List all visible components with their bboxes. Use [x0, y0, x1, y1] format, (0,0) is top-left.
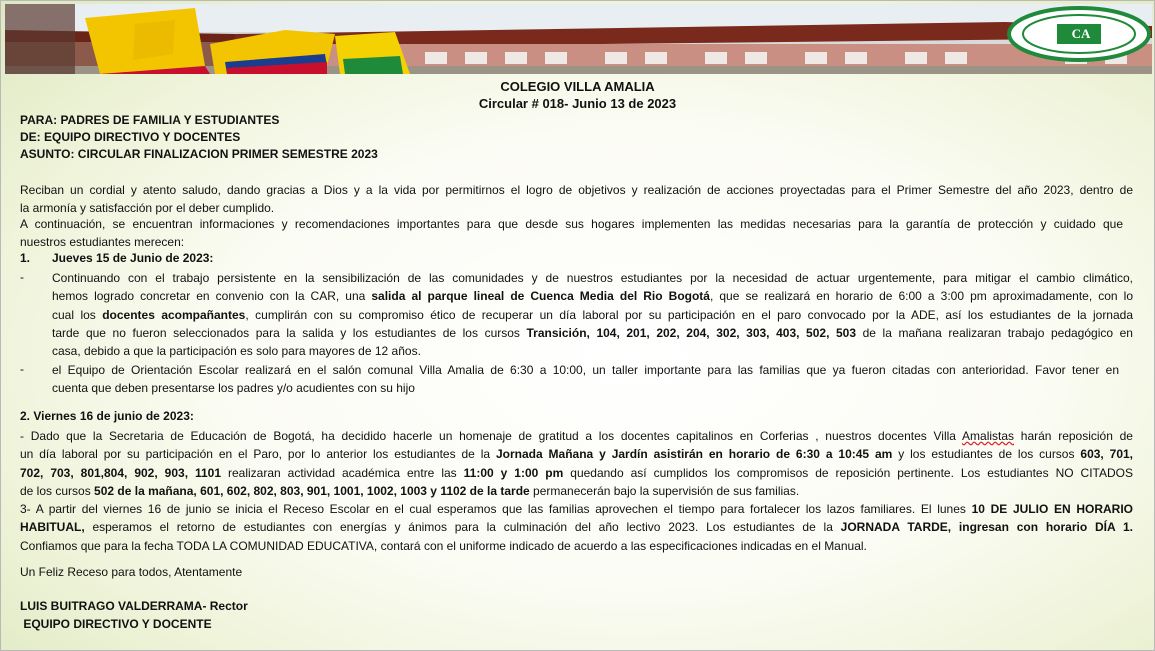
- school-logo: CA: [1071, 26, 1091, 41]
- item-2-line-1: el Equipo de Orientación Escolar realizará en el salón comunal Villa Amalia de 6:30 a 10:00, un taller importante para las familias que ya fueron citadas con anterioridad. Favor tener en: [52, 363, 1119, 377]
- circular-number: Circular # 018- Junio 13 de 2023: [478, 96, 677, 111]
- s2-p2-line-3: Confiamos que para la fecha TODA LA COMUNIDAD EDUCATIVA, contará con el uniforme indicado de acuerdo a las especificaciones indicadas en el Manual.: [20, 538, 867, 553]
- section-2-heading: 2. Viernes 16 de junio de 2023:: [20, 409, 194, 423]
- intro-greeting-line-2: la armonía y satisfacción por el deber cumplido.: [20, 201, 275, 216]
- section-1-bullet-2: -: [20, 362, 24, 376]
- signer-name: LUIS BUITRAGO VALDERRAMA- Rector: [20, 599, 248, 613]
- intro-recommendations: [20, 215, 1123, 252]
- intro-recommendations-line-2: nuestros estudiantes merecen:: [20, 235, 185, 250]
- item-1-line-2: hemos logrado concretar en convenio con la CAR, una salida al parque lineal de Cuenca Media del Rio Bogotá, que se realizará en horario de 6:00 a 3:00 pm aproximadamente, con lo: [52, 289, 1133, 304]
- farewell-line: Un Feliz Receso para todos, Atentamente: [20, 565, 243, 579]
- recipient-line: PARA: PADRES DE FAMILIA Y ESTUDIANTES: [20, 113, 280, 127]
- section-1-heading: Jueves 15 de Junio de 2023:: [52, 251, 214, 265]
- intro-greeting: [20, 181, 1133, 218]
- section-1-number: 1.: [20, 251, 31, 265]
- s2-p2-line-2: HABITUAL, esperamos el retorno de estudiantes con energías y ánimos para la culminación del año lectivo 2023. Los estudiantes de la JORNADA TARDE, ingresan con horario DÍA 1.: [20, 520, 1133, 535]
- item-1-line-4: tarde que no fueron seleccionados para la salida y los estudiantes de los cursos Transición, 104, 201, 202, 204, 302, 303, 403, 502, 503 de la mañana realizaran trabajo pedagógico en: [52, 325, 1133, 340]
- school-name: COLEGIO VILLA AMALIA: [500, 79, 655, 94]
- s2-p1-line-3: 702, 703, 801,804, 902, 903, 1101 realizaran actividad académica entre las 11:00 y 1:00 pm quedando así cumplidos los compromisos de reposición pertinente. Los estudiantes NO CITADOS: [20, 465, 1133, 480]
- header-banner-image: [5, 4, 1152, 74]
- s2-p1-line-2: un día laboral por su participación en el Paro, por lo anterior los estudiantes de la Jornada Mañana y Jardín asistirán en horario de 6:30 a 10:45 am y los estudiantes de los cursos 603, 701,: [20, 447, 1134, 462]
- s2-p2-line-1: 3- A partir del viernes 16 de junio se inicia el Receso Escolar en el cual esperamos que las familias aprovechen el tiempo para fortalecer los lazos familiares. El lunes 10 DE JULIO EN HORARIO: [20, 502, 1133, 516]
- item-1-line-3: cual los docentes acompañantes, cumplirán con su compromiso ético de recuperar un día laboral por su participación en el paro convocado por la ADE, así los estudiantes de la jornada: [52, 307, 1134, 322]
- section-2-paragraph-2: [20, 500, 1133, 555]
- intro-greeting-line-1: Reciban un cordial y atento saludo, dando gracias a Dios y a la vida por permitirnos el logro de objetivos y realización de acciones proyectadas para el Primer Semestre del año 2023, dentro de: [20, 183, 1133, 197]
- section-2-paragraph-1: [20, 427, 1133, 500]
- item-1-line-1: Continuando con el trabajo persistente en la sensibilización de las comunidades y de nuestros estudiantes por la necesidad de actuar urgentemente, para mitigar el cambio climático,: [52, 271, 1133, 285]
- section-1-bullet-1: -: [20, 270, 24, 284]
- section-1-item-2: [52, 361, 1119, 398]
- signer-team: EQUIPO DIRECTIVO Y DOCENTE: [20, 617, 212, 631]
- intro-recommendations-line-1: A continuación, se encuentran informaciones y recomendaciones importantes para que desde sus hogares implementen las medidas necesarias para la garantía de protección y cuidado que: [20, 217, 1123, 231]
- item-2-line-2: cuenta que deben presentarse los padres y/o acudientes con su hijo: [52, 381, 415, 396]
- section-1-item-1: [52, 269, 1133, 360]
- subject-line: ASUNTO: CIRCULAR FINALIZACION PRIMER SEMESTRE 2023: [20, 147, 378, 161]
- sender-line: DE: EQUIPO DIRECTIVO Y DOCENTES: [20, 130, 241, 144]
- s2-p1-line-1: - Dado que la Secretaria de Educación de Bogotá, ha decidido hacerle un homenaje de gratitud a los docentes capitalinos en Corferias , nuestros docentes Villa Amalistas harán reposición de: [20, 429, 1133, 443]
- s2-p1-line-4: de los cursos 502 de la mañana, 601, 602, 802, 803, 901, 1001, 1002, 1003 y 1102 de la tarde permanecerán bajo la supervisión de sus familias.: [20, 483, 800, 498]
- item-1-line-5: casa, debido a que la participación es solo para mayores de 12 años.: [52, 344, 421, 359]
